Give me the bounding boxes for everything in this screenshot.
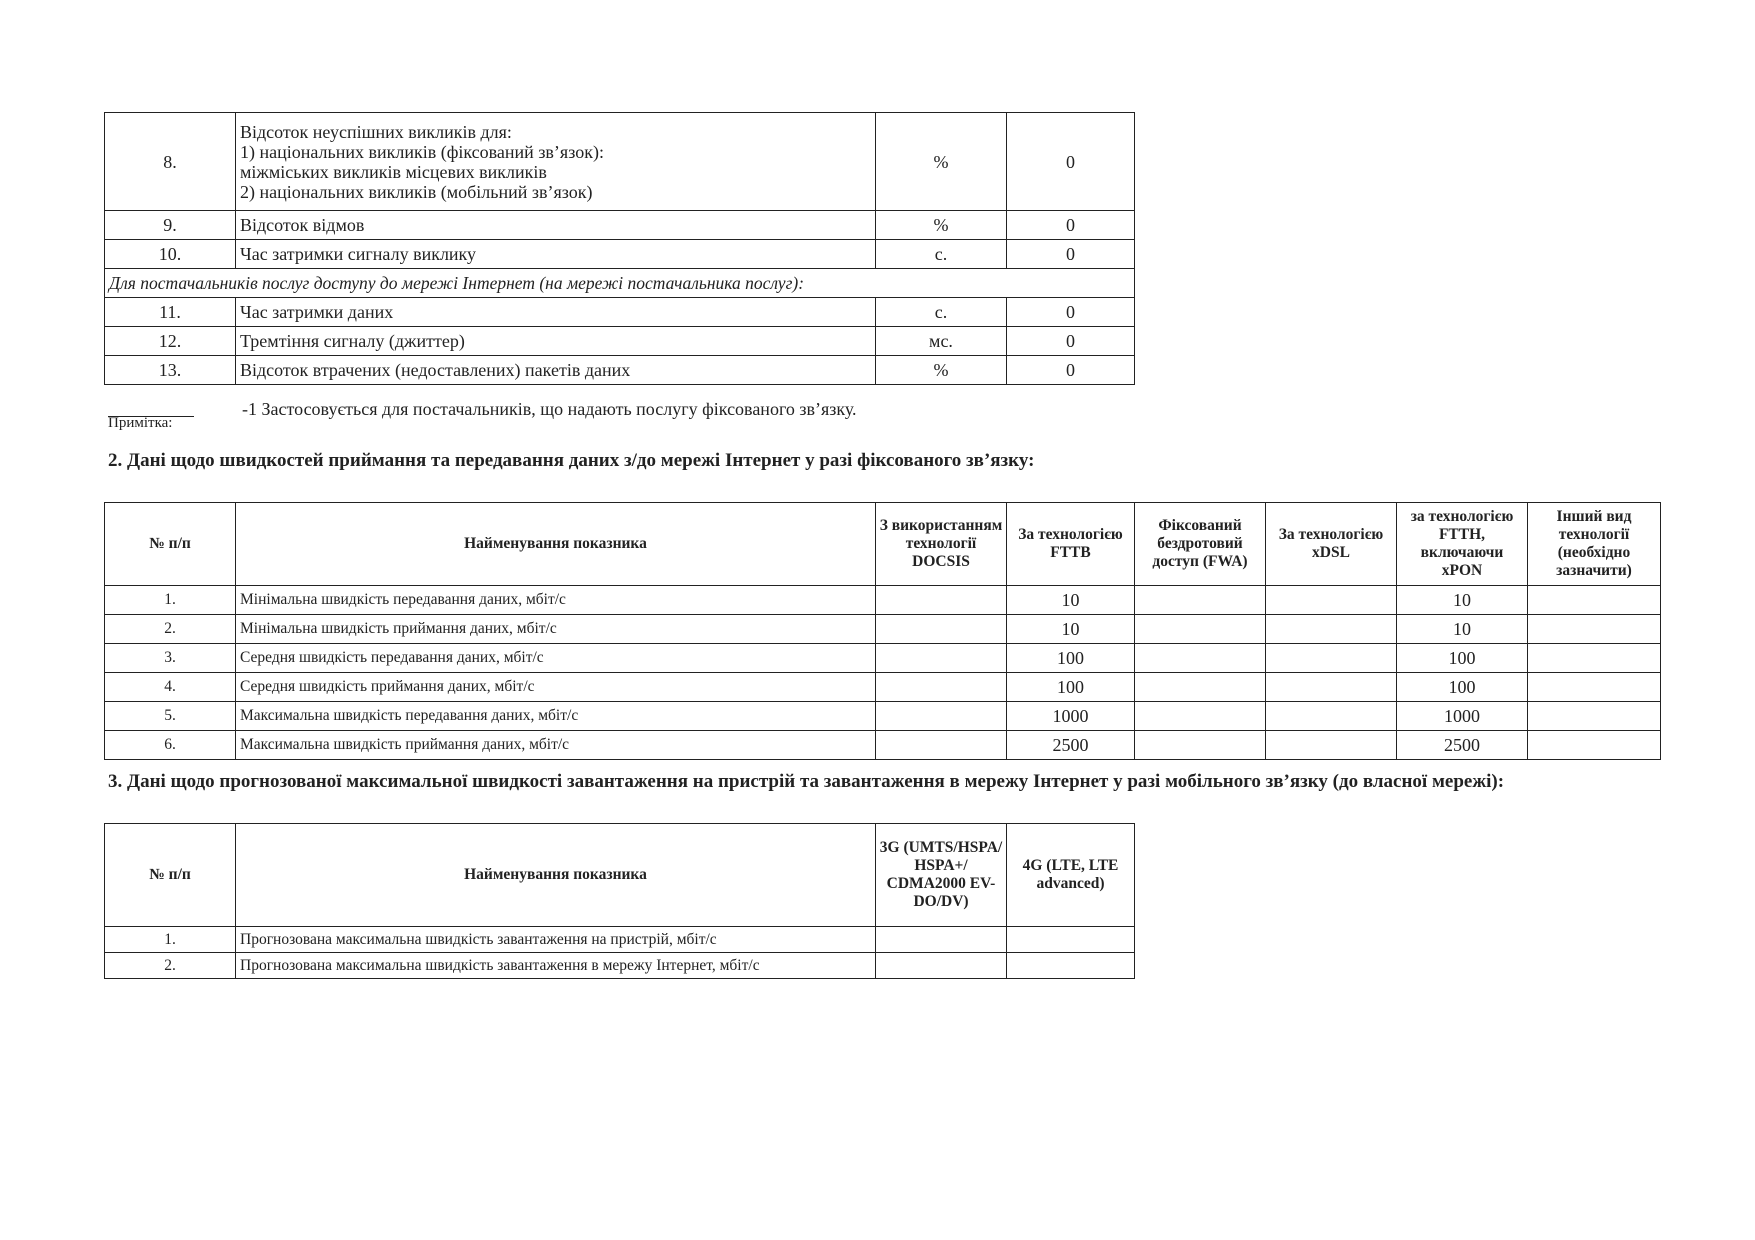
other-cell bbox=[1528, 673, 1661, 702]
indicator-name: Прогнозована максимальна швидкість завантаження в мережу Інтернет, мбіт/с bbox=[236, 953, 876, 979]
fwa-cell bbox=[1135, 615, 1266, 644]
indicator-name: Час затримки даних bbox=[236, 298, 876, 327]
table-row bbox=[105, 731, 1661, 760]
row-number: 2. bbox=[105, 953, 236, 979]
3g-cell bbox=[876, 927, 1007, 953]
section-2-heading: 2. Дані щодо швидкостей приймання та передавання даних з/до мережі Інтернет у разі фіксованого зв’язку: bbox=[108, 450, 1035, 471]
table-row bbox=[105, 673, 1661, 702]
table-row bbox=[105, 240, 1135, 269]
ftth-cell: 10 bbox=[1397, 615, 1528, 644]
row-number: 5. bbox=[105, 702, 236, 731]
table-row bbox=[105, 644, 1661, 673]
indicator-line: 2) національних викликів (мобільний зв’язок) bbox=[240, 181, 593, 202]
indicator-name: Прогнозована максимальна швидкість завантаження на пристрій, мбіт/с bbox=[236, 927, 876, 953]
fwa-cell bbox=[1135, 586, 1266, 615]
table-row bbox=[105, 298, 1135, 327]
fixed-speeds-table bbox=[104, 502, 1661, 760]
fttb-cell: 2500 bbox=[1007, 731, 1135, 760]
indicator-name: Максимальна швидкість приймання даних, мбіт/с bbox=[236, 731, 876, 760]
ftth-cell: 2500 bbox=[1397, 731, 1528, 760]
unit-cell: % bbox=[876, 113, 1007, 211]
note-label: Примітка: bbox=[108, 415, 173, 431]
row-number: 1. bbox=[105, 927, 236, 953]
fwa-cell bbox=[1135, 731, 1266, 760]
header-row bbox=[105, 503, 1661, 586]
col-header-name: Найменування показника bbox=[236, 503, 876, 586]
value-cell: 0 bbox=[1007, 298, 1135, 327]
fttb-cell: 100 bbox=[1007, 673, 1135, 702]
internet-providers-label: Для постачальників послуг доступу до мережі Інтернет (на мережі постачальника послуг): bbox=[105, 269, 1135, 298]
table-row bbox=[105, 927, 1135, 953]
unit-cell: мс. bbox=[876, 327, 1007, 356]
fttb-cell: 1000 bbox=[1007, 702, 1135, 731]
ftth-cell: 100 bbox=[1397, 644, 1528, 673]
unit-cell: % bbox=[876, 211, 1007, 240]
row-number: 6. bbox=[105, 731, 236, 760]
mobile-speeds-table bbox=[104, 823, 1135, 979]
indicator-name: Максимальна швидкість передавання даних, мбіт/с bbox=[236, 702, 876, 731]
value-cell: 0 bbox=[1007, 211, 1135, 240]
header-row bbox=[105, 824, 1135, 927]
xdsl-cell bbox=[1266, 586, 1397, 615]
col-header-name: Найменування показника bbox=[236, 824, 876, 927]
4g-cell bbox=[1007, 927, 1135, 953]
col-header-4g: 4G (LTE, LTE advanced) bbox=[1007, 824, 1135, 927]
xdsl-cell bbox=[1266, 673, 1397, 702]
docsis-cell bbox=[876, 586, 1007, 615]
indicator-line: Відсоток неуспішних викликів для: bbox=[240, 121, 512, 142]
col-header-number: № п/п bbox=[105, 503, 236, 586]
value-cell: 0 bbox=[1007, 356, 1135, 385]
table-row bbox=[105, 211, 1135, 240]
note-text: -1 Застосовується для постачальників, що надають послугу фіксованого зв’язку. bbox=[242, 399, 857, 419]
col-header-3g: 3G (UMTS/HSPA/ HSPA+/ CDMA2000 EV-DO/DV) bbox=[876, 824, 1007, 927]
row-number: 1. bbox=[105, 586, 236, 615]
col-header-other: Інший вид технології (необхідно зазначити) bbox=[1528, 503, 1661, 586]
row-number: 8. bbox=[105, 113, 236, 211]
xdsl-cell bbox=[1266, 644, 1397, 673]
col-header-fttb: За технологією FTTB bbox=[1007, 503, 1135, 586]
section-3-heading: 3. Дані щодо прогнозованої максимальної швидкості завантаження на пристрій та завантаження в мережу Інтернет у разі мобільного зв’язку (до власної мережі): bbox=[108, 771, 1505, 792]
table-row bbox=[105, 356, 1135, 385]
indicator-name: Тремтіння сигналу (джиттер) bbox=[236, 327, 876, 356]
row-number: 3. bbox=[105, 644, 236, 673]
unit-cell: с. bbox=[876, 240, 1007, 269]
col-header-ftth: за технологією FTTH, включаючи xPON bbox=[1397, 503, 1528, 586]
docsis-cell bbox=[876, 644, 1007, 673]
row-number: 4. bbox=[105, 673, 236, 702]
quality-indicators-table bbox=[104, 112, 1135, 385]
indicator-name: Час затримки сигналу виклику bbox=[236, 240, 876, 269]
docsis-cell bbox=[876, 731, 1007, 760]
ftth-cell: 100 bbox=[1397, 673, 1528, 702]
col-header-docsis: З використанням технології DOCSIS bbox=[876, 503, 1007, 586]
other-cell bbox=[1528, 731, 1661, 760]
col-header-number: № п/п bbox=[105, 824, 236, 927]
docsis-cell bbox=[876, 673, 1007, 702]
row-number: 12. bbox=[105, 327, 236, 356]
other-cell bbox=[1528, 702, 1661, 731]
fttb-cell: 10 bbox=[1007, 615, 1135, 644]
docsis-cell bbox=[876, 615, 1007, 644]
unit-cell: с. bbox=[876, 298, 1007, 327]
indicator-line: 1) національних викликів (фіксований зв’язок): bbox=[240, 141, 604, 162]
xdsl-cell bbox=[1266, 615, 1397, 644]
indicator-name bbox=[236, 113, 876, 211]
xdsl-cell bbox=[1266, 731, 1397, 760]
col-header-xdsl: За технологією xDSL bbox=[1266, 503, 1397, 586]
docsis-cell bbox=[876, 702, 1007, 731]
table-row bbox=[105, 113, 1135, 211]
3g-cell bbox=[876, 953, 1007, 979]
indicator-name: Мінімальна швидкість приймання даних, мбіт/с bbox=[236, 615, 876, 644]
row-number: 2. bbox=[105, 615, 236, 644]
table-row bbox=[105, 702, 1661, 731]
section-label-row bbox=[105, 269, 1135, 298]
row-number: 9. bbox=[105, 211, 236, 240]
row-number: 13. bbox=[105, 356, 236, 385]
indicator-name: Відсоток відмов bbox=[236, 211, 876, 240]
fwa-cell bbox=[1135, 673, 1266, 702]
other-cell bbox=[1528, 644, 1661, 673]
ftth-cell: 10 bbox=[1397, 586, 1528, 615]
fwa-cell bbox=[1135, 644, 1266, 673]
value-cell: 0 bbox=[1007, 113, 1135, 211]
unit-cell: % bbox=[876, 356, 1007, 385]
row-number: 10. bbox=[105, 240, 236, 269]
value-cell: 0 bbox=[1007, 327, 1135, 356]
table-row bbox=[105, 327, 1135, 356]
indicator-line: міжміських викликів місцевих викликів bbox=[240, 161, 547, 182]
indicator-name: Середня швидкість передавання даних, мбіт/с bbox=[236, 644, 876, 673]
4g-cell bbox=[1007, 953, 1135, 979]
table-row bbox=[105, 615, 1661, 644]
xdsl-cell bbox=[1266, 702, 1397, 731]
value-cell: 0 bbox=[1007, 240, 1135, 269]
table-row bbox=[105, 953, 1135, 979]
table-row bbox=[105, 586, 1661, 615]
indicator-name: Мінімальна швидкість передавання даних, мбіт/с bbox=[236, 586, 876, 615]
ftth-cell: 1000 bbox=[1397, 702, 1528, 731]
fwa-cell bbox=[1135, 702, 1266, 731]
fttb-cell: 100 bbox=[1007, 644, 1135, 673]
row-number: 11. bbox=[105, 298, 236, 327]
other-cell bbox=[1528, 615, 1661, 644]
indicator-name: Середня швидкість приймання даних, мбіт/с bbox=[236, 673, 876, 702]
col-header-fwa: Фіксований бездротовий доступ (FWA) bbox=[1135, 503, 1266, 586]
fttb-cell: 10 bbox=[1007, 586, 1135, 615]
indicator-name: Відсоток втрачених (недоставлених) пакетів даних bbox=[236, 356, 876, 385]
other-cell bbox=[1528, 586, 1661, 615]
